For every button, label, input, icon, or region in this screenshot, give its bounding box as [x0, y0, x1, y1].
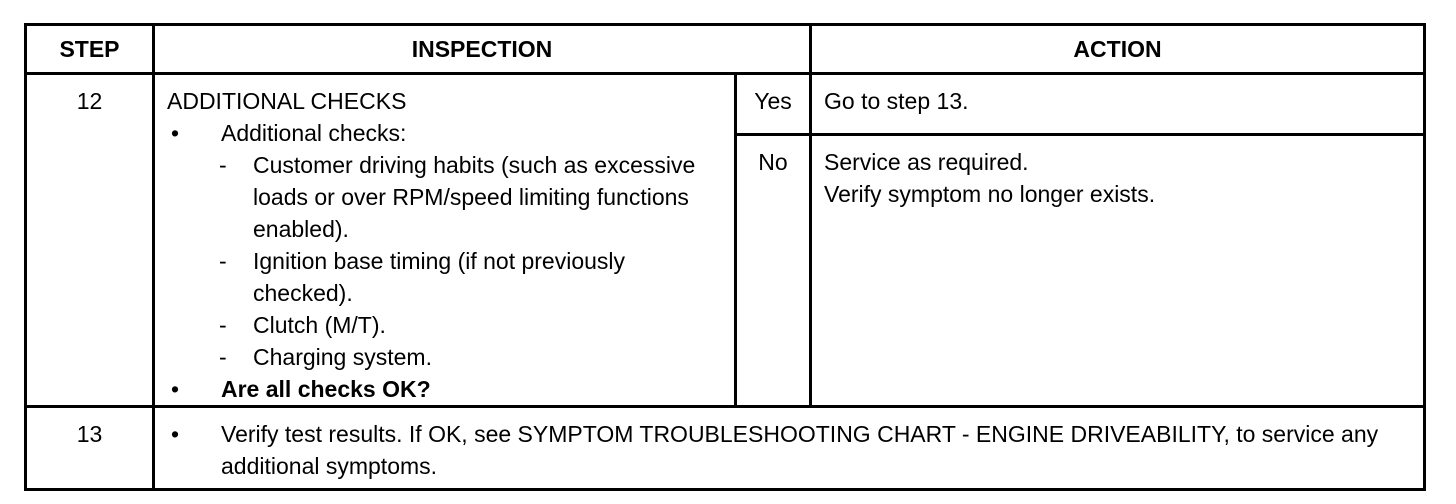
sub-item-text: Charging system.	[253, 344, 432, 370]
step-number: 13	[26, 407, 154, 490]
bullet-icon: •	[171, 421, 180, 447]
sub-item	[217, 341, 724, 373]
header-action: ACTION	[811, 25, 1425, 74]
dash-icon: -	[219, 312, 227, 338]
header-inspection: INSPECTION	[154, 25, 811, 74]
sub-item	[217, 149, 724, 245]
no-action-line: Service as required.	[824, 149, 1029, 175]
question-text: Are all checks OK?	[221, 376, 431, 402]
bullet-icon: •	[171, 120, 180, 146]
dash-icon: -	[219, 248, 227, 274]
sub-item-list	[217, 149, 724, 373]
sub-item	[217, 245, 724, 309]
yes-action: Go to step 13.	[811, 74, 1425, 135]
no-label: No	[736, 135, 811, 407]
step-title: ADDITIONAL CHECKS	[167, 88, 407, 114]
sub-item	[217, 309, 724, 341]
header-step: STEP	[26, 25, 154, 74]
step-13-row	[26, 407, 1425, 490]
sub-item-text: Customer driving habits (such as excessive loads or over RPM/speed limiting functions enabled).	[253, 152, 696, 242]
step-number: 12	[26, 74, 154, 407]
bullet-intro: Additional checks:	[221, 120, 407, 146]
step-13-inspection	[154, 407, 1425, 490]
sub-item-text: Clutch (M/T).	[253, 312, 386, 338]
bullet-item	[167, 373, 724, 405]
procedure-table	[24, 23, 1426, 491]
step-12-inspection	[154, 74, 736, 407]
no-action-line: Verify symptom no longer exists.	[824, 181, 1156, 207]
dash-icon: -	[219, 152, 227, 178]
step-12-yes-row	[26, 74, 1425, 135]
no-action	[811, 135, 1425, 407]
yes-label: Yes	[736, 74, 811, 135]
sub-item-text: Ignition base timing (if not previously checked).	[253, 248, 626, 306]
step-13-text: Verify test results. If OK, see SYMPTOM TROUBLESHOOTING CHART - ENGINE DRIVEABILITY, to service any additional symptoms.	[221, 421, 1379, 479]
bullet-item	[167, 117, 724, 149]
dash-icon: -	[219, 344, 227, 370]
bullet-item	[167, 418, 1413, 482]
bullet-icon: •	[171, 376, 180, 402]
header-row	[26, 25, 1425, 74]
